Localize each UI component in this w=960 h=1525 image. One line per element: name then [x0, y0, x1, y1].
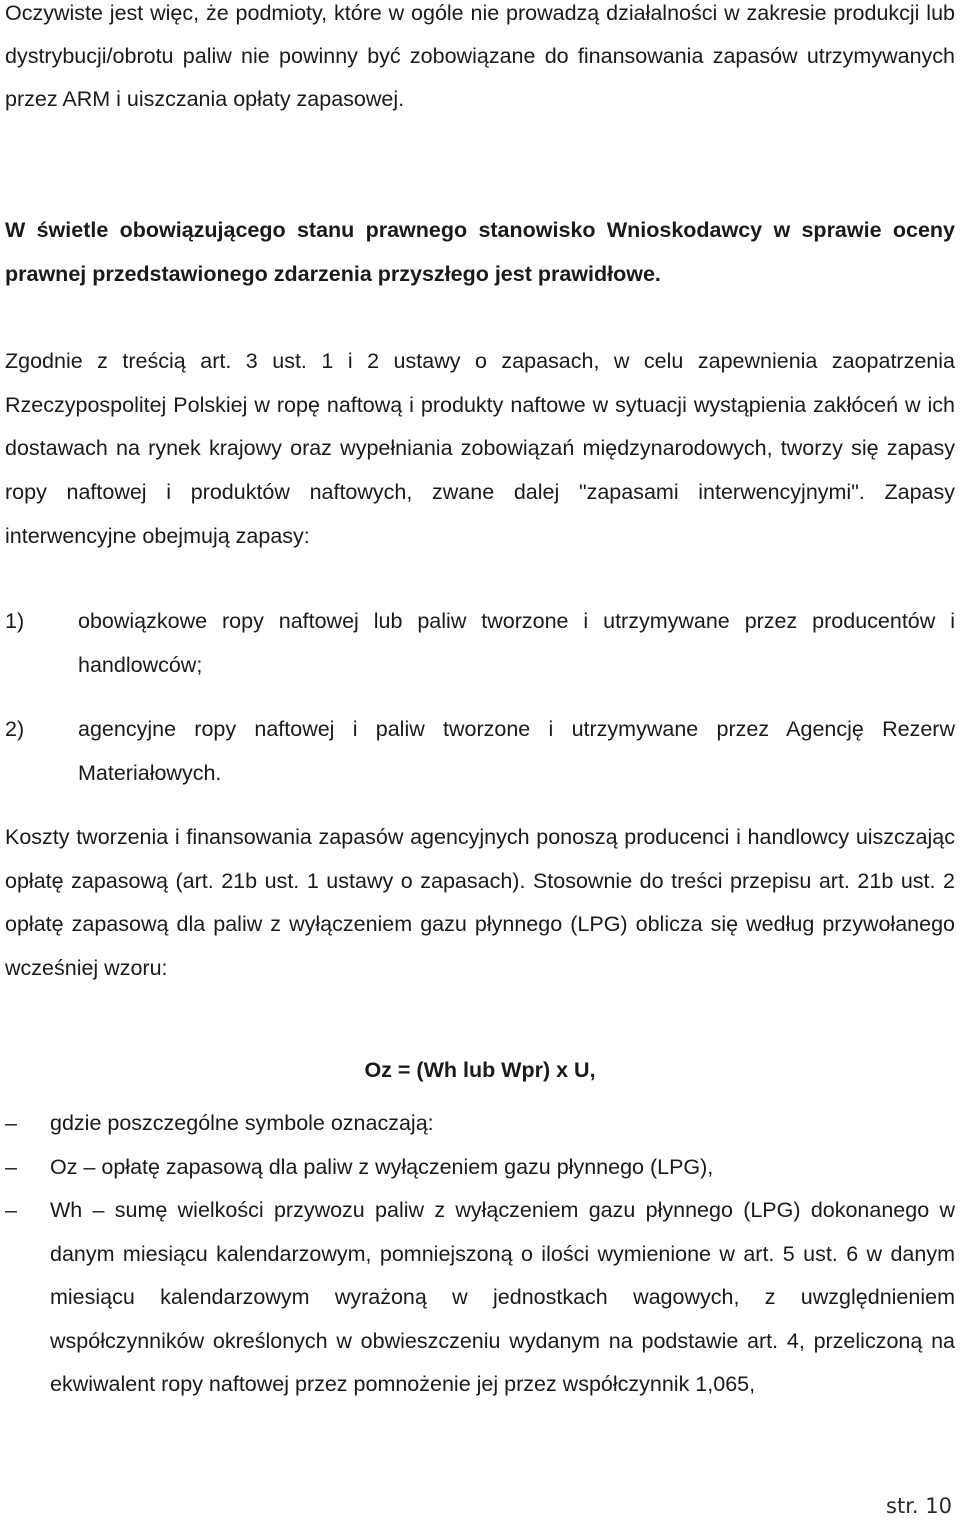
dash-marker: – [5, 1198, 17, 1222]
dash-list-text: Wh – sumę wielkości przywozu paliw z wyłączeniem gazu płynnego (LPG) dokonanego w danym miesiącu kalendarzowym, pomniejszoną o ilości wymienione w art. 5 ust. 6 w danym miesiącu kalendarzowym wyrażoną w jednostkach wagowych, z uwzględnieniem współczynników określonych w obwieszczeniu wydanym na podstawie art. 4, przeliczoną na ekwiwalent ropy naftowej przez pomnożenie jej przez współczynnik 1,065, [50, 1198, 955, 1396]
paragraph-costs: Koszty tworzenia i finansowania zapasów agencyjnych ponoszą producenci i handlowcy uiszczając opłatę zapasową (art. 21b ust. 1 ustawy o zapasach). Stosownie do treści przepisu art. 21b ust. 2 opłatę zapasową dla paliw z wyłączeniem gazu płynnego (LPG) oblicza się według przywołanego wcześniej wzoru: [5, 825, 955, 980]
list-item-number: 1) [5, 609, 25, 633]
formula: Oz = (Wh lub Wpr) x U, [364, 1058, 596, 1082]
dash-list-text: Oz – opłatę zapasową dla paliw z wyłączeniem gazu płynnego (LPG), [50, 1154, 714, 1179]
paragraph-conclusion-bold: W świetle obowiązującego stanu prawnego stanowisko Wnioskodawcy w sprawie oceny prawnej przedstawionego zdarzenia przyszłego jest prawidłowe. [5, 218, 955, 286]
paragraph-statute-quote: Zgodnie z treścią art. 3 ust. 1 i 2 ustawy o zapasach, w celu zapewnienia zaopatrzenia Rzeczypospolitej Polskiej w ropę naftową i produkty naftowe w sytuacji wystąpienia zakłóceń w ich dostawach na rynek krajowy oraz wypełniania zobowiązań międzynarodowych, tworzy się zapasy ropy naftowej i produktów naftowych, zwane dalej "zapasami interwencyjnymi". Zapasy interwencyjne obejmują zapasy: [5, 349, 955, 548]
list-item-text: obowiązkowe ropy naftowej lub paliw tworzone i utrzymywane przez producentów i handlowców; [78, 609, 955, 677]
dash-list-item [5, 1189, 955, 1407]
dash-list [5, 1102, 955, 1407]
list-item-number: 2) [5, 717, 25, 741]
paragraph-intro: Oczywiste jest więc, że podmioty, które w ogóle nie prowadzą działalności w zakresie produkcji lub dystrybucji/obrotu paliw nie powinny być zobowiązane do finansowania zapasów utrzymywanych przez ARM i uiszczania opłaty zapasowej. [5, 1, 955, 111]
list-item-text: agencyjne ropy naftowej i paliw tworzone i utrzymywane przez Agencję Rezerw Materiałowych. [78, 717, 955, 785]
dash-marker: – [5, 1111, 17, 1135]
dash-list-item [5, 1102, 955, 1146]
dash-marker: – [5, 1154, 17, 1179]
dash-list-text: gdzie poszczególne symbole oznaczają: [50, 1111, 434, 1135]
dash-list-item [5, 1146, 955, 1190]
page-number: str. 10 [886, 1494, 952, 1518]
